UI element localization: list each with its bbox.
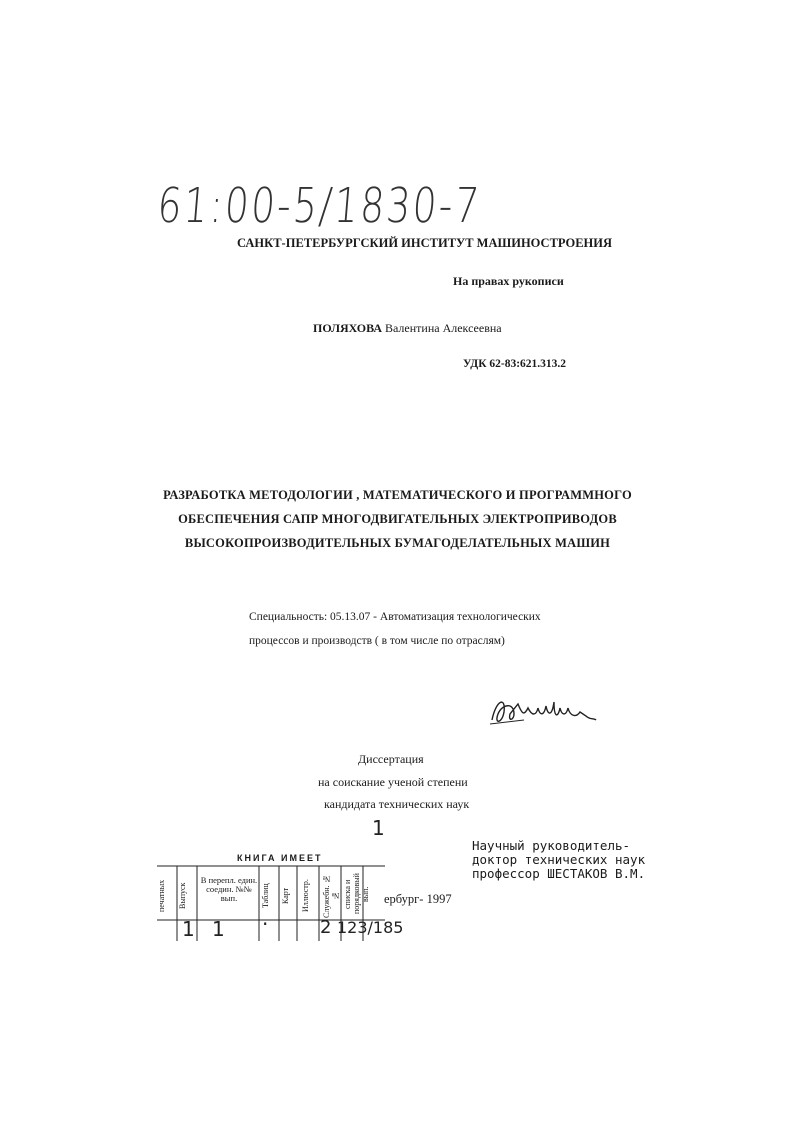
specialty-line-2: процессов и производств ( в том числе по отраслям): [249, 635, 505, 647]
stamp-value-2: 1: [212, 917, 225, 941]
title-line-2: ОБЕСПЕЧЕНИЯ САПР МНОГОДВИГАТЕЛЬНЫХ ЭЛЕКТРОПРИВОДОВ: [178, 512, 617, 526]
title-line-3: ВЫСОКОПРОИЗВОДИТЕЛЬНЫХ БУМАГОДЕЛАТЕЛЬНЫХ МАШИН: [184, 536, 611, 550]
author-given-names: Валентина Алексеевна: [384, 321, 502, 335]
author-surname: ПОЛЯХОВА: [313, 321, 382, 335]
author-signature: [488, 690, 598, 735]
supervisor-line-3: профессор ШЕСТАКОВ В.М.: [472, 866, 646, 881]
dissertation-line-1: Диссертация: [358, 752, 424, 766]
stamp-column-1: печатных: [157, 879, 166, 913]
specialty-line-1: Специальность: 05.13.07 - Автоматизация технологических: [249, 611, 541, 623]
signature-scribble: [488, 690, 598, 730]
city-year: ербург- 1997: [384, 892, 452, 906]
stamp-column-3: В перепл. един. соедин. №№ вып.: [200, 875, 258, 903]
author-name: [313, 321, 502, 336]
title-line-1: РАЗРАБОТКА МЕТОДОЛОГИИ , МАТЕМАТИЧЕСКОГО И ПРОГРАММНОГО: [163, 488, 632, 502]
stamp-column-7: Служебн. №№: [322, 874, 340, 918]
manuscript-rights: На правах рукописи: [453, 274, 564, 288]
stamp-column-4: Таблиц: [261, 883, 270, 909]
stamp-value-6: 2: [320, 917, 332, 938]
dissertation-line-2: на соискание ученой степени: [318, 775, 468, 789]
stamp-value-1: 1: [182, 917, 195, 941]
stamp-column-5: Карт: [281, 887, 290, 905]
supervisor-line-1: Научный руководитель-: [472, 838, 631, 853]
institute-name: САНКТ-ПЕТЕРБУРГСКИЙ ИНСТИТУТ МАШИНОСТРОЕНИЯ: [237, 236, 613, 250]
handwritten-mark: 1: [372, 816, 385, 840]
supervisor-line-2: доктор технических наук: [472, 852, 646, 867]
stamp-column-2: Выпуск: [178, 882, 187, 910]
udk-code: УДК 62-83:621.313.2: [463, 358, 567, 370]
stamp-title: КНИГА ИМЕЕТ: [237, 853, 323, 863]
handwritten-archive-code: 61:00-5/1830-7: [155, 178, 484, 234]
stamp-value-7: 123/185: [337, 918, 404, 937]
stamp-column-8: списка и порядковый вып.: [343, 873, 370, 915]
stamp-column-6: Иллюстр.: [301, 879, 310, 913]
stamp-value-3: ·: [262, 912, 269, 936]
dissertation-line-3: кандидата технических наук: [324, 797, 470, 811]
